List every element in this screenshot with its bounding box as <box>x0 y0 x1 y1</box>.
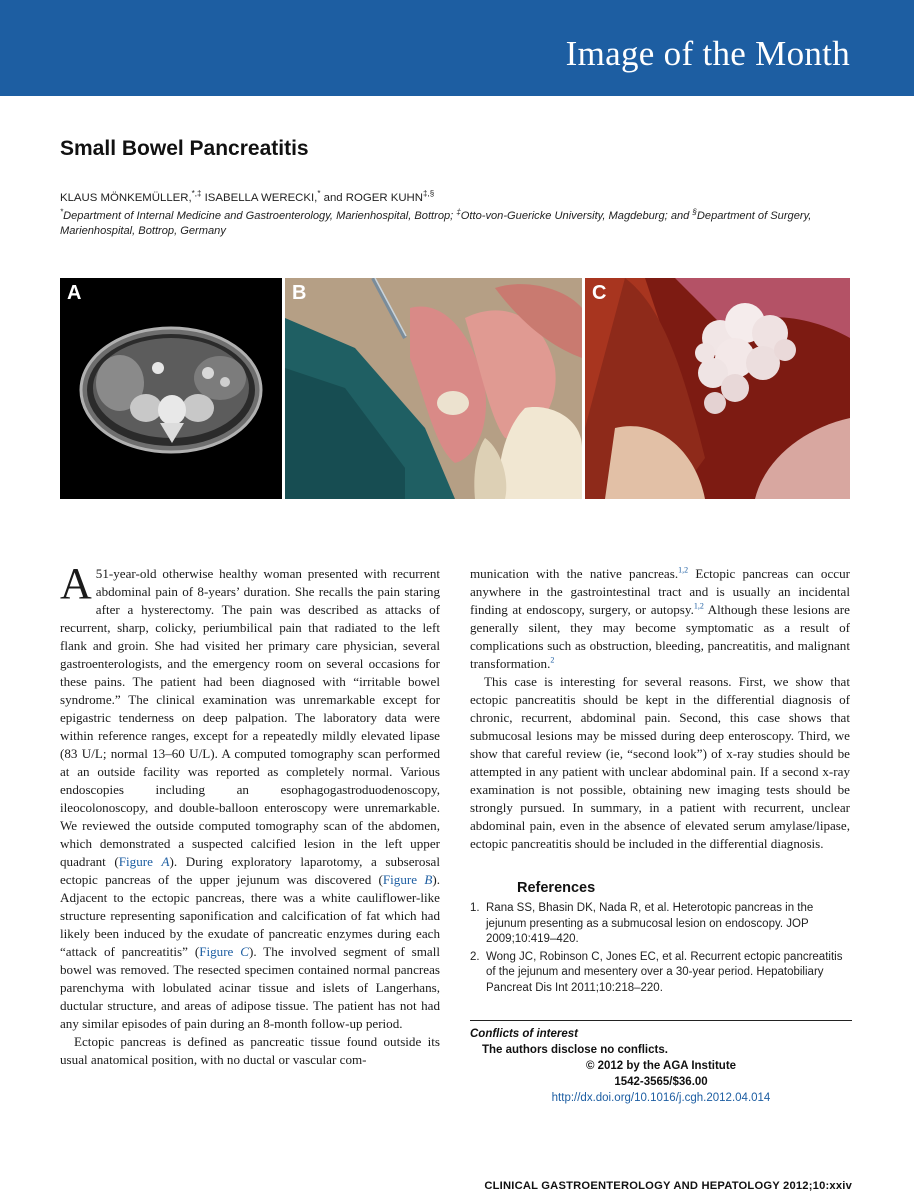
cauliflower-lesion-image <box>585 278 850 499</box>
panel-label: A <box>67 282 82 304</box>
citation-superscript: 1,2 <box>693 601 704 611</box>
article-title: Small Bowel Pancreatitis <box>60 137 309 160</box>
body-column-left <box>60 559 440 1069</box>
author-marks: * <box>317 189 321 199</box>
discussion-text <box>470 674 850 851</box>
text-run: 51-year-old otherwise healthy woman presented with recurrent abdominal pain of 8-years’ duration. She recalls the pain staring after a hysterectomy. The pain was described as attacks of recurrent, sharp, colicky, periumbilical pain that radiated to the left flank and groin. She had visited her primary care physician, several gastroenterologists, and the emergency room on several occasions for these pains. The patient had been diagnosed with “irritable bowel syndrome.” The clinical examination was unremarkable except for epigastric tenderness on deep palpation. The laboratory data were within reference ranges, except for a repeatedly mildly elevated lipase (83 U/L; normal 13–60 U/L). A computed tomography scan performed at an outside facility was reported as completely normal. Various endoscopies including an esophagogastroduodenoscopy, ileocolonoscopy, and double-balloon enteroscopy were unremarkable. We reviewed the outside computed tomography scan of the abdomen, which demonstrated a suspected calcified lesion in the left upper quadrant ( <box>60 566 440 869</box>
text-run: ). During exploratory laparotomy, a subserosal ectopic pancreas of the upper jejunum was discovered ( <box>60 854 440 887</box>
reference-list <box>470 901 854 998</box>
section-divider <box>470 1020 852 1021</box>
definition-text <box>60 1034 440 1067</box>
laparotomy-image <box>285 278 582 499</box>
text-run: munication with the native pancreas. <box>470 566 679 581</box>
panel-label: C <box>592 282 607 304</box>
figure-panel-a-ct-scan <box>60 278 282 499</box>
text-run: ). Adjacent to the ectopic pancreas, there was a white cauliflower-like structure representing saponification and calcification of fat which had likely been induced by the exudate of pancreatic enzymes during each “attack of pancreatitis” ( <box>60 872 440 959</box>
text-run: Ectopic pancreas is defined as pancreatic tissue found outside its usual anatomical position, with no ductal or vascular com- <box>60 1034 440 1067</box>
references-heading: References <box>517 880 596 896</box>
author-name: ROGER KUHN <box>345 192 424 204</box>
copyright-line: © 2012 by the AGA Institute <box>585 1060 737 1072</box>
definition-text-continued <box>470 566 850 671</box>
drop-cap: A <box>60 559 92 608</box>
panel-label: B <box>292 282 307 304</box>
issn-price-line: 1542-3565/$36.00 <box>614 1076 708 1088</box>
conflicts-heading: Conflicts of interest <box>470 1028 578 1040</box>
text-run: ). The involved segment of small bowel was removed. The resected specimen contained normal pancreas parenchyma with lobulated acinar tissue and islets of Langerhans, ductular structure, and areas of adipose tissue. The patient has not had any similar episodes of pain during an 8-month follow-up period. <box>60 944 440 1031</box>
reference-text: Wong JC, Robinson C, Jones EC, et al. Recurrent ectopic pancreatitis of the jejunum and mesentery over a 30-year period. Hepatobiliary Pancreat Dis Int 2011;10:218–220. <box>486 950 843 994</box>
text-run: This case is interesting for several reasons. First, we show that ectopic pancreatitis should be kept in the differential diagnosis of chronic, recurrent, abdominal pain. Second, this case shows that submucosal lesions may be missed during deep enteroscopy. Third, we show that careful review (ie, “second look”) of x-ray studies should be attempted in any patient with unclear abdominal pain. If a second x-ray examination is not possible, obtaining new imaging tests should be strongly pursued. In summary, in a patient with recurrent, unclear abdominal pain, even in the absence of elevated serum amylase/lipase, ectopic pancreatitis should be included in the differential diagnosis. <box>470 674 850 851</box>
author-name: KLAUS MÖNKEMÜLLER, <box>60 192 192 204</box>
figure-panel-c-saponification <box>585 278 850 499</box>
ct-scan-image <box>60 278 282 499</box>
citation-superscript: 2 <box>550 655 555 665</box>
reference-text: Rana SS, Bhasin DK, Nada R, et al. Heterotopic pancreas in the jejunum presenting as a submucosal lesion on endoscopy. JOP 2009;10:419–420. <box>486 902 814 945</box>
figure-link[interactable]: Figure <box>382 872 425 887</box>
figure-link[interactable]: Figure <box>199 944 241 959</box>
paragraph-case-presentation <box>60 559 440 1033</box>
journal-banner <box>0 0 914 96</box>
reference-item: 2. Wong JC, Robinson C, Jones EC, et al. Recurrent ectopic pancreatitis of the jejunum and mesentery over a 30-year period. Hepatobiliary Pancreat Dis Int 2011;10:218–220. <box>470 950 843 994</box>
text-run: Although these lesions are generally silent, they may become symptomatic as a result of complications such as obstruction, bleeding, pancreatitis, and malignant transformation. <box>470 602 850 671</box>
doi-link[interactable]: http://dx.doi.org/10.1016/j.cgh.2012.04.014 <box>551 1092 771 1104</box>
author-marks: *,‡ <box>191 189 202 199</box>
figure-link[interactable]: B <box>424 872 433 887</box>
paragraph-discussion <box>470 673 850 853</box>
reference-item: 1. Rana SS, Bhasin DK, Nada R, et al. Heterotopic pancreas in the jejunum presenting as a submucosal lesion on endoscopy. JOP 2009;10:419–420. <box>470 902 814 945</box>
text-run: Ectopic pancreas can occur anywhere in the gastrointestinal tract and is usually an incidental finding at endoscopy, surgery, or autopsy. <box>470 566 850 617</box>
figure-panel-b-laparotomy <box>285 278 582 499</box>
author-list: KLAUS MÖNKEMÜLLER,*,‡ ISABELLA WERECKI,* and ROGER KUHN‡,§ <box>60 189 435 204</box>
paragraph-definition-continued <box>470 565 850 673</box>
figure-link[interactable]: Figure <box>118 854 162 869</box>
figure-link[interactable]: C <box>240 944 250 959</box>
citation-superscript: 1,2 <box>678 565 689 575</box>
conflicts-statement: The authors disclose no conflicts. <box>482 1044 668 1056</box>
journal-footer: CLINICAL GASTROENTEROLOGY AND HEPATOLOGY 2012;10:xxiv <box>484 1180 852 1192</box>
figure-link[interactable]: A <box>161 854 170 869</box>
paragraph-definition <box>60 1033 440 1069</box>
banner-title: Image of the Month <box>565 34 850 73</box>
author-marks: ‡,§ <box>423 189 435 199</box>
author-name: ISABELLA WERECKI, <box>204 192 318 204</box>
affiliations: *Department of Internal Medicine and Gastroenterology, Marienhospital, Bottrop; ‡Otto-von-Guericke University, Magdeburg; and §Department of Surgery, Marienhospital, Bottrop, Germany <box>60 207 812 237</box>
case-text <box>60 559 440 1031</box>
body-column-right <box>470 565 850 853</box>
